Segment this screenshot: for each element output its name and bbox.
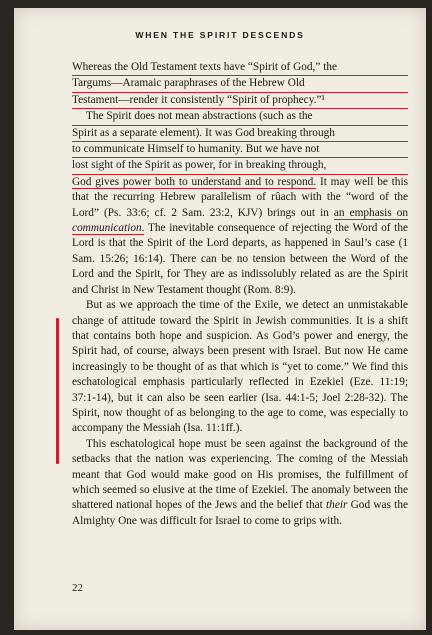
book-page xyxy=(14,8,426,630)
running-head: WHEN THE SPIRIT DESCENDS xyxy=(135,30,305,40)
paragraph-3 xyxy=(72,437,408,529)
underlined-line: Testament—render it consistently “Spirit of prophecy.”¹ xyxy=(72,93,408,109)
underlined-line: Whereas the Old Testament texts have “Spirit of God,” the xyxy=(72,60,408,76)
underlined-line: Targums—Aramaic paraphrases of the Hebrew Old xyxy=(72,76,408,92)
paragraph-2: But as we approach the time of the Exile, we detect an unmistakable change of attitude toward the Spirit in Jewish communities. It is a shift that contains both hope and suspicion. As God’s power and energy, the Spirit had, of course, always been present with Israel. But now He came increasingly to be thought of as that which is “yet to come.” We find this eschatological emphasis particularly reflected in Ezekiel (Eze. 11:19; 37:1-14), but it can also be seen earlier (Isa. 44:1-5; Joel 2:28-32). The Spirit, now thought of as belonging to the age to come, was especially to accompany the Messiah (Isa. 11:1ff.). xyxy=(72,299,408,435)
emphasis-text: an emphasis on xyxy=(333,206,408,219)
paragraph-text: The inevitable consequence of rejecting the Word of the Lord is that the Spirit of the Lord departs, as happened in Saul’s case (1 Sam. 15:26; 16:14). There can be no tension between the Word of the Lord and the Spirit, for They are as indissolubly related as are the Spirit and Christ in New Testament thought (Rom. 8:9). xyxy=(72,222,408,296)
marked-line: Spirit as a separate element). It was God breaking through xyxy=(72,126,408,142)
emphasis-end: . xyxy=(141,222,145,235)
paragraph-text: This eschatological hope must be seen against the background of the setbacks that the nation was experiencing. The coming of the Messiah meant that God would make good on His promises, the fulfillment of which seemed so elusive at the time of Ezekiel. The anomaly between the shattered national hopes of the Jews and the belief that xyxy=(72,437,408,512)
marked-line: The Spirit does not mean abstractions (such as the xyxy=(72,109,408,125)
paragraph-text: God was the Almighty One was difficult for Israel to come to grips with. xyxy=(72,499,408,527)
emphasis-word: their xyxy=(326,499,348,512)
margin-marker-left xyxy=(56,318,59,464)
paragraph-1 xyxy=(72,60,408,298)
body-text xyxy=(72,60,408,529)
marked-line: God gives power both to understand and to respond. xyxy=(72,175,317,188)
marked-line: lost sight of the Spirit as power, for in breaking through, xyxy=(72,158,408,174)
paragraph-text: It may well be this that the recurring Hebrew parallelism of rûach with the “word of the Lord” (Ps. 33:6; cf. 2 Sam. 23:2, KJV) brings out in xyxy=(72,175,408,219)
page-number: 22 xyxy=(72,582,83,594)
emphasis-word: communication xyxy=(72,222,142,235)
marked-line: to communicate Himself to humanity. But we have not xyxy=(72,142,408,158)
